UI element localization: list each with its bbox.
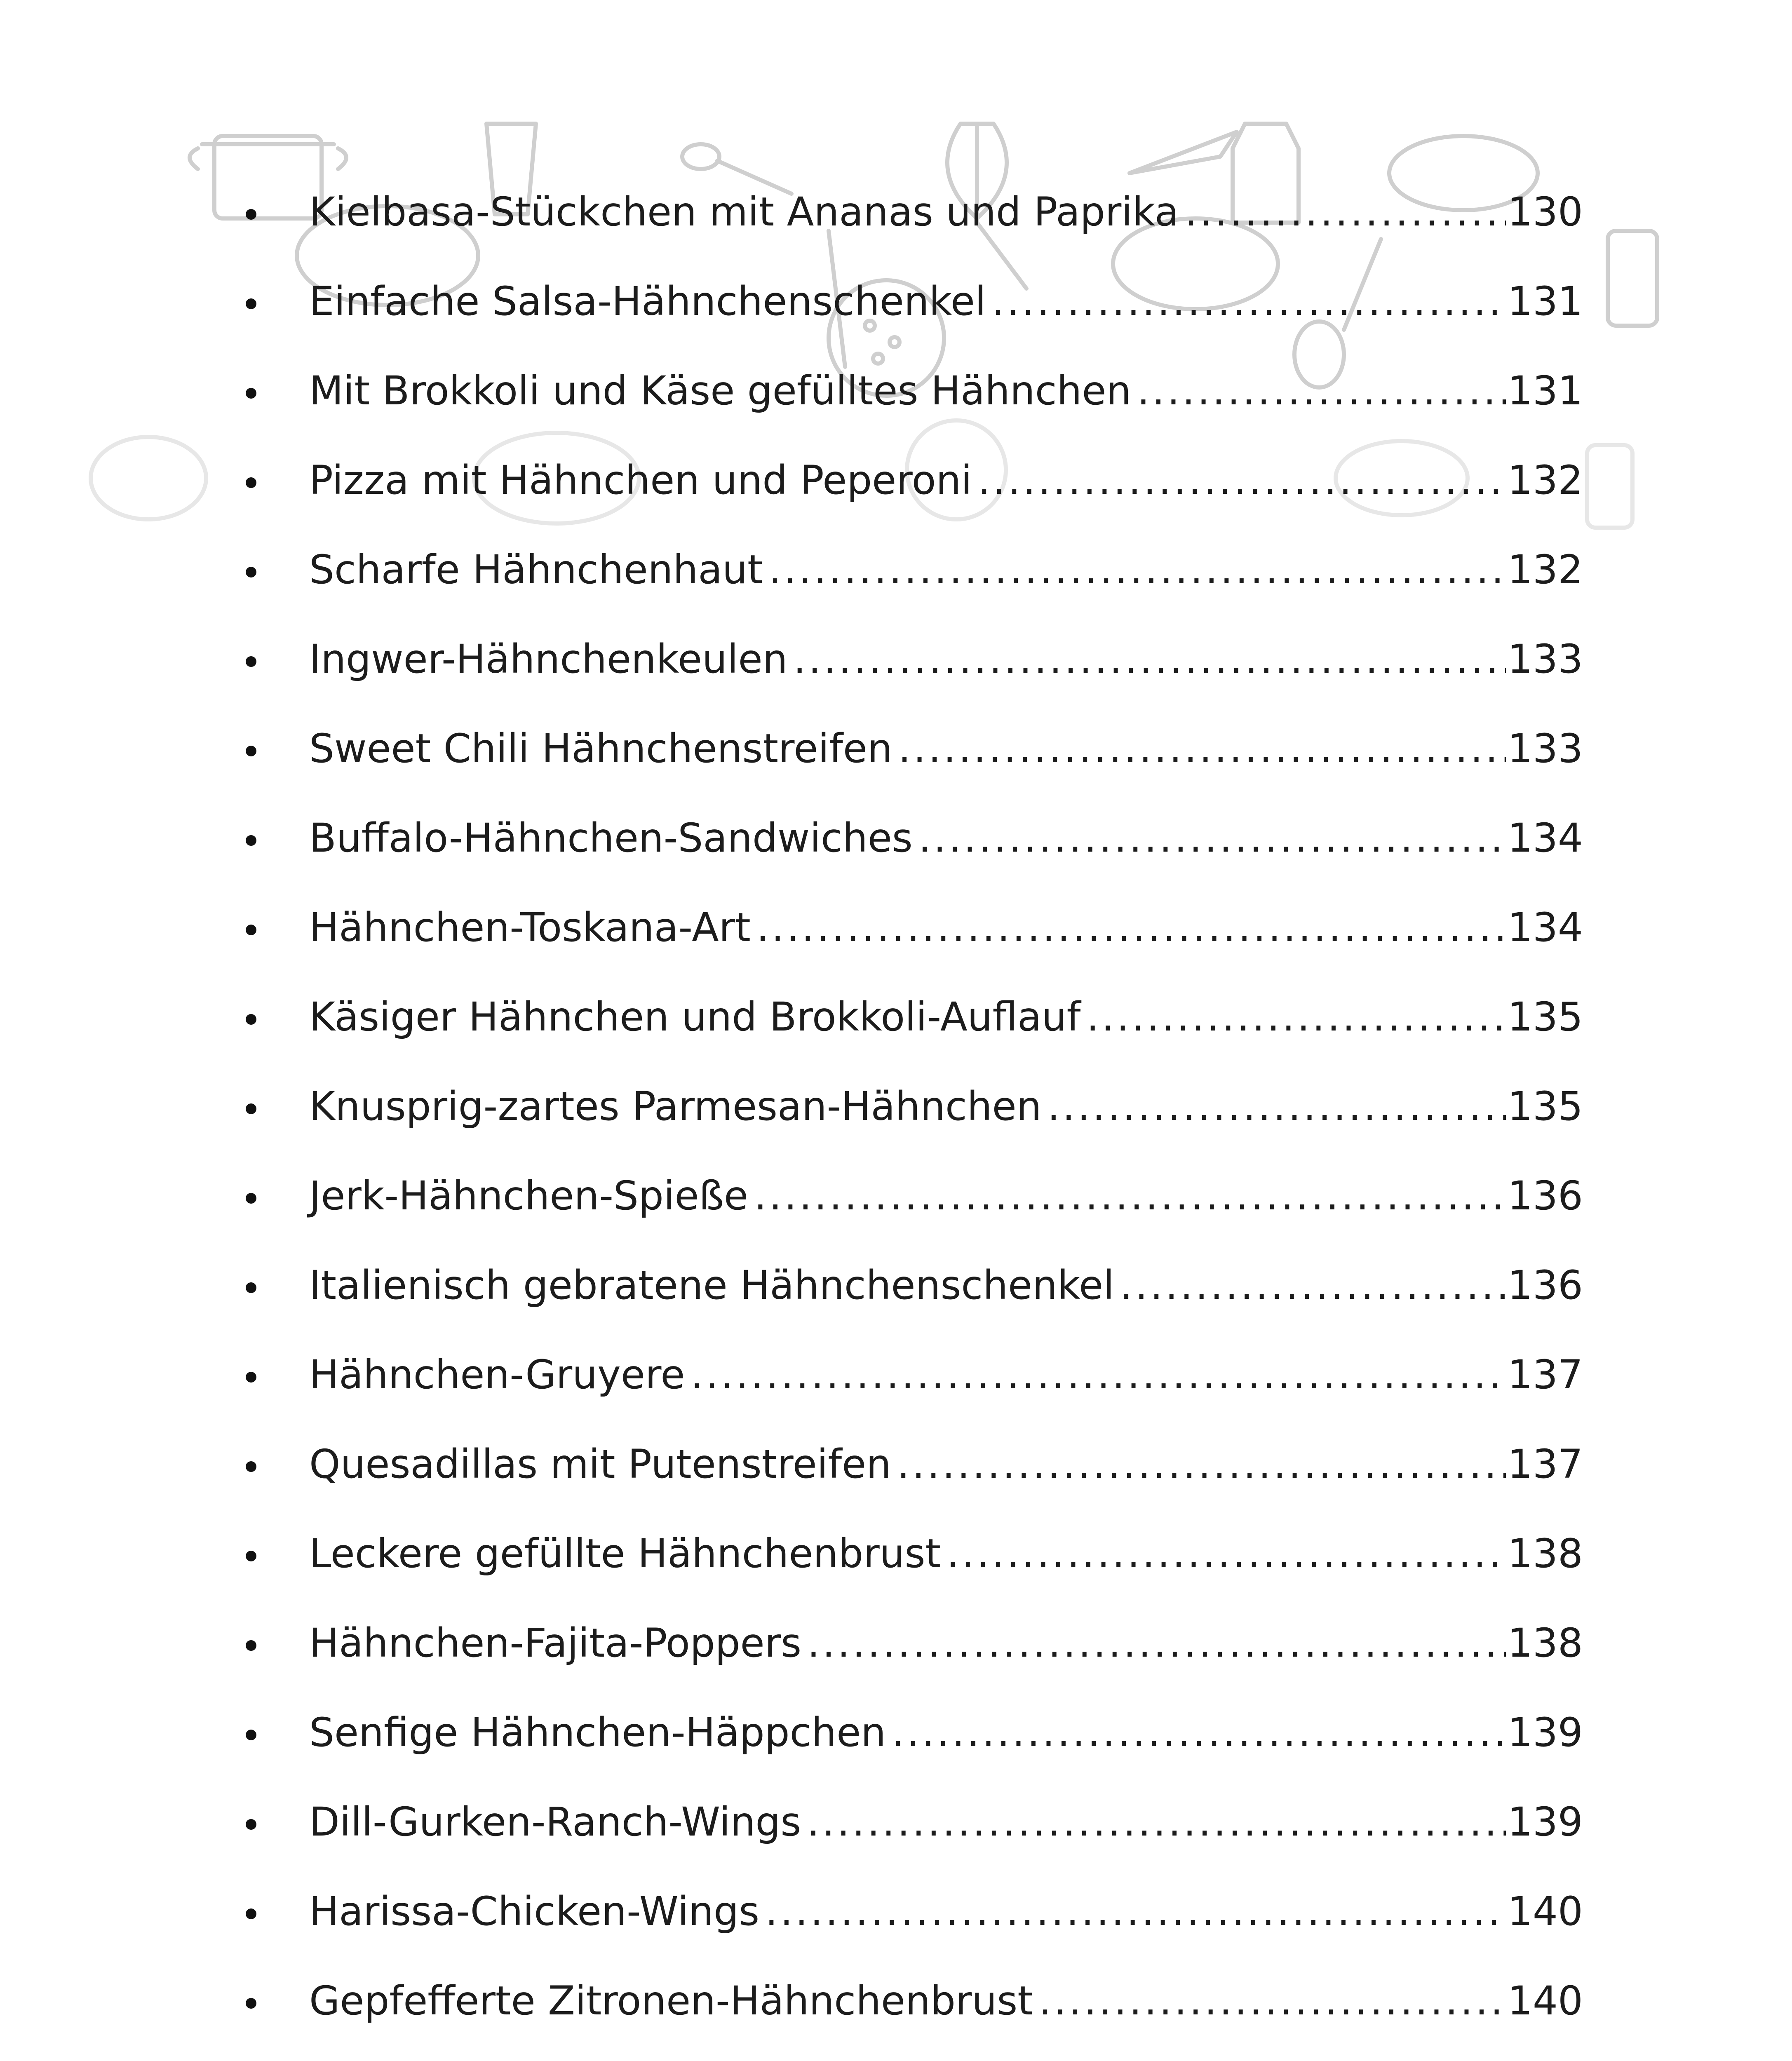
toc-entry-line	[309, 1887, 1583, 1936]
toc-entry-page-number: 139	[1507, 1798, 1583, 1845]
toc-entry[interactable]	[239, 1777, 1583, 1866]
dot-leader	[794, 634, 1506, 684]
toc-entry-page-number: 135	[1507, 993, 1583, 1040]
toc-entry-page-number: 135	[1507, 1083, 1583, 1129]
dot-leader	[1086, 992, 1505, 1042]
toc-entry-line	[309, 1976, 1583, 2026]
toc-entry-page-number: 134	[1507, 815, 1583, 861]
toc-entry[interactable]	[239, 1240, 1583, 1330]
toc-entry-line	[309, 1261, 1583, 1310]
toc-entry[interactable]	[239, 704, 1583, 793]
toc-entry-line	[309, 455, 1583, 505]
dot-leader	[765, 1887, 1506, 1936]
toc-entry[interactable]	[239, 1151, 1583, 1240]
toc-entry-title[interactable]: Kielbasa-Stückchen mit Ananas und Paprika	[309, 188, 1179, 235]
toc-entry-page-number: 133	[1507, 636, 1583, 682]
toc-entry-title[interactable]: Italienisch gebratene Hähnchenschenkel	[309, 1262, 1114, 1308]
toc-entry-title[interactable]: Mit Brokkoli und Käse gefülltes Hähnchen	[309, 367, 1132, 414]
toc-entry-title[interactable]: Hähnchen-Gruyere	[309, 1351, 685, 1398]
toc-entry-line	[309, 1439, 1583, 1489]
toc-entry-title[interactable]: Jerk-Hähnchen-Spieße	[309, 1172, 749, 1219]
bullet-icon	[246, 835, 256, 846]
dot-leader	[897, 1439, 1506, 1489]
toc-entry[interactable]	[239, 167, 1583, 256]
bullet-icon	[246, 1461, 256, 1472]
dot-leader	[892, 1708, 1506, 1757]
toc-entry[interactable]	[239, 883, 1583, 972]
bullet-icon	[246, 746, 256, 756]
toc-entry[interactable]	[239, 1419, 1583, 1509]
toc-entry-line	[309, 992, 1583, 1042]
toc-entry-title[interactable]: Gepfefferte Zitronen-Hähnchenbrust	[309, 1977, 1033, 2024]
toc-entry-page-number: 140	[1507, 1977, 1583, 2024]
dot-leader	[978, 455, 1506, 505]
toc-entry-page-number: 140	[1507, 1888, 1583, 1934]
toc-entry-page-number: 132	[1507, 546, 1583, 593]
toc-entry-line	[309, 724, 1583, 773]
toc-entry[interactable]	[239, 1598, 1583, 1688]
toc-entry-line	[309, 813, 1583, 863]
toc-entry-line	[309, 545, 1583, 594]
dot-leader	[807, 1618, 1506, 1668]
bullet-icon	[246, 1640, 256, 1651]
toc-entry-line	[309, 1529, 1583, 1578]
toc-entry-title[interactable]: Sweet Chili Hähnchenstreifen	[309, 725, 892, 772]
dot-leader	[946, 1529, 1506, 1578]
toc-entry[interactable]	[239, 1956, 1583, 2045]
bullet-icon	[246, 477, 256, 488]
toc-entry-line	[309, 187, 1583, 237]
bullet-icon	[246, 1103, 256, 1114]
dot-leader	[1137, 366, 1506, 415]
bullet-icon	[246, 1282, 256, 1293]
toc-entry-page-number: 136	[1507, 1172, 1583, 1219]
toc-entry-page-number: 137	[1507, 1351, 1583, 1398]
dot-leader	[1120, 1261, 1506, 1310]
toc-entry-page-number: 138	[1507, 1530, 1583, 1577]
toc-entry-line	[309, 277, 1583, 326]
toc-entry[interactable]	[239, 2045, 1583, 2061]
toc-entry[interactable]	[239, 614, 1583, 704]
toc-entry-page-number: 137	[1507, 1441, 1583, 1487]
table-of-contents	[239, 167, 1583, 2061]
bullet-icon	[246, 1014, 256, 1025]
toc-entry-page-number: 131	[1507, 367, 1583, 414]
dot-leader	[1185, 187, 1506, 237]
dot-leader	[807, 1797, 1505, 1847]
toc-entry-title[interactable]: Pizza mit Hähnchen und Peperoni	[309, 457, 972, 503]
toc-entry-title[interactable]: Einfache Salsa-Hähnchenschenkel	[309, 278, 986, 324]
dot-leader	[918, 813, 1506, 863]
toc-entry[interactable]	[239, 525, 1583, 614]
bullet-icon	[246, 298, 256, 309]
dot-leader	[769, 545, 1506, 594]
toc-entry-page-number: 139	[1507, 1709, 1583, 1756]
toc-entry[interactable]	[239, 256, 1583, 346]
toc-entry-page-number: 130	[1507, 188, 1583, 235]
toc-entry-title[interactable]: Scharfe Hähnchenhaut	[309, 546, 763, 593]
toc-entry-title[interactable]: Hähnchen-Toskana-Art	[309, 904, 751, 951]
toc-entry[interactable]	[239, 1688, 1583, 1777]
toc-entry-line	[309, 1082, 1583, 1131]
dot-leader	[1047, 1082, 1506, 1131]
toc-entry-page-number: 136	[1507, 1262, 1583, 1308]
dot-leader	[898, 724, 1506, 773]
toc-entry[interactable]	[239, 972, 1583, 1061]
bullet-icon	[246, 1372, 256, 1383]
bullet-icon	[246, 656, 256, 667]
toc-entry-line	[309, 903, 1583, 952]
bullet-icon	[246, 388, 256, 399]
toc-entry[interactable]	[239, 346, 1583, 435]
bullet-icon	[246, 209, 256, 220]
bullet-icon	[246, 1193, 256, 1204]
grater-icon	[1608, 231, 1657, 326]
bullet-icon	[246, 1551, 256, 1561]
toc-entry-title[interactable]: Knusprig-zartes Parmesan-Hähnchen	[309, 1083, 1042, 1129]
toc-entry-page-number: 134	[1507, 904, 1583, 951]
bullet-icon	[246, 1908, 256, 1919]
bullet-icon	[246, 1819, 256, 1830]
toc-entry[interactable]	[239, 1509, 1583, 1598]
toc-entry[interactable]	[239, 1866, 1583, 1956]
toc-entry-line	[309, 634, 1583, 684]
toc-entry[interactable]	[239, 435, 1583, 525]
toc-entry-line	[309, 1797, 1583, 1847]
toc-entry-title[interactable]: Harissa-Chicken-Wings	[309, 1888, 760, 1934]
toc-entry-title[interactable]: Käsiger Hähnchen und Brokkoli-Auflauf	[309, 993, 1081, 1040]
bullet-icon	[246, 567, 256, 577]
bullet-icon	[246, 1730, 256, 1740]
toc-entry-line	[309, 1171, 1583, 1221]
toc-entry-page-number: 138	[1507, 1620, 1583, 1666]
dot-leader	[690, 1350, 1505, 1399]
toc-entry-line	[309, 1350, 1583, 1399]
toc-entry-title[interactable]: Hähnchen-Fajita-Poppers	[309, 1620, 802, 1666]
toc-entry-title[interactable]: Buffalo-Hähnchen-Sandwiches	[309, 815, 913, 861]
dot-leader	[992, 277, 1506, 326]
toc-entry-line	[309, 1708, 1583, 1757]
toc-entry-page-number: 132	[1507, 457, 1583, 503]
toc-entry-page-number: 131	[1507, 278, 1583, 324]
bullet-icon	[246, 925, 256, 935]
toc-entry-line	[309, 1618, 1583, 1668]
toc-entry-page-number: 133	[1507, 725, 1583, 772]
toc-entry-title[interactable]: Quesadillas mit Putenstreifen	[309, 1441, 892, 1487]
dot-leader	[1039, 1976, 1506, 2026]
toc-entry-line	[309, 366, 1583, 415]
dot-leader	[754, 1171, 1506, 1221]
toc-entry-title[interactable]: Dill-Gurken-Ranch-Wings	[309, 1798, 801, 1845]
toc-entry-title[interactable]: Ingwer-Hähnchenkeulen	[309, 636, 788, 682]
dot-leader	[756, 903, 1506, 952]
toc-entry-title[interactable]: Senfige Hähnchen-Häppchen	[309, 1709, 886, 1756]
toc-entry[interactable]	[239, 793, 1583, 883]
toc-entry[interactable]	[239, 1330, 1583, 1419]
toc-entry-title[interactable]: Leckere gefüllte Hähnchenbrust	[309, 1530, 941, 1577]
bullet-icon	[246, 1998, 256, 2009]
toc-entry[interactable]	[239, 1061, 1583, 1151]
